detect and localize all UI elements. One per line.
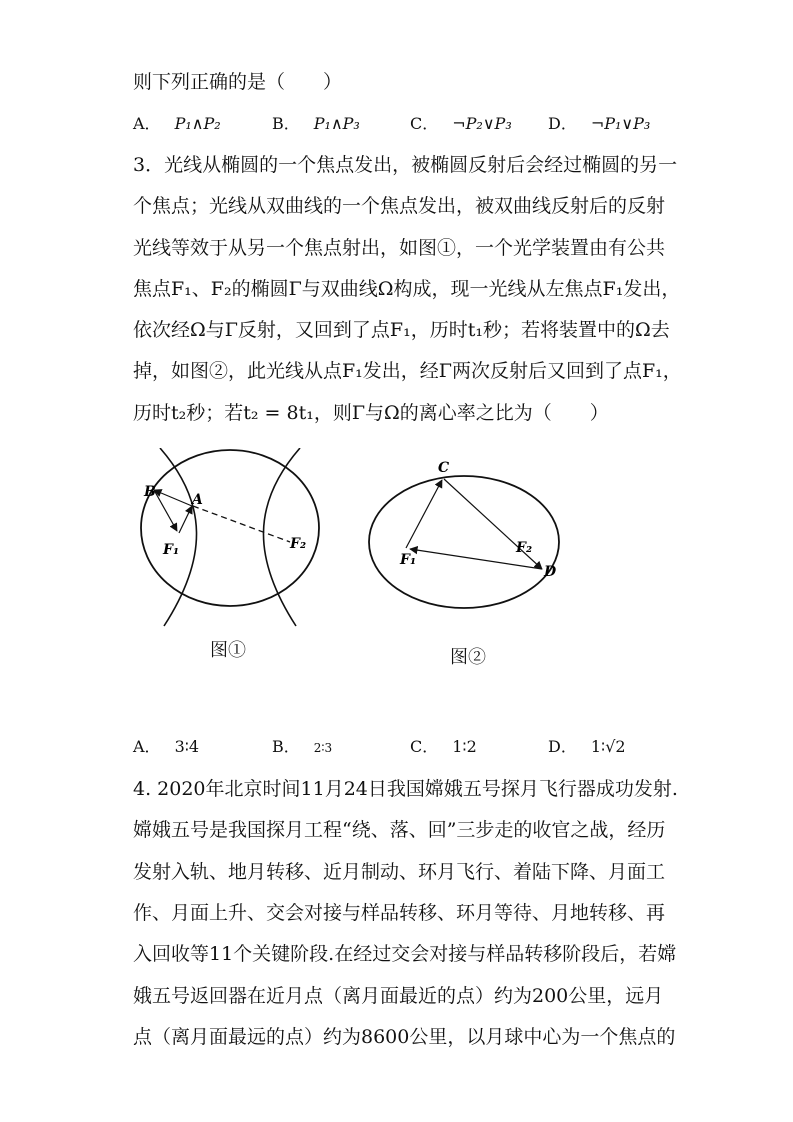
option-text: P₁∧P₃ [313, 114, 360, 133]
label-f1: F₁ [400, 552, 417, 568]
label-a: A [192, 492, 203, 508]
q3-line-6: 掉，如图②，此光线从点F₁发出，经Γ两次反射后又回到了点F₁， [133, 360, 682, 382]
q2-option-a[interactable] [133, 113, 221, 135]
q3-option-a[interactable] [133, 736, 199, 758]
q4-line-2: 嫦娥五号是我国探月工程“绕、落、回”三步走的收官之战，经历 [133, 819, 666, 841]
q3-option-d[interactable] [548, 736, 626, 758]
q2-option-b[interactable] [272, 113, 360, 135]
q3-line-7: 历时t₂秒；若t₂ = 8t₁，则Γ与Ω的离心率之比为（ ） [133, 402, 609, 424]
figure-2-diagram [362, 452, 572, 617]
q3-option-b[interactable] [272, 736, 332, 759]
ray-a-to-b [154, 490, 192, 506]
option-label: A． [133, 737, 161, 756]
option-text: 1∶2 [452, 737, 477, 756]
label-f2: F₂ [516, 540, 533, 556]
q2-option-c[interactable] [410, 113, 512, 135]
ray-f1-to-a [179, 506, 192, 533]
q4-line-3: 发射入轨、地月转移、近月制动、环月飞行、着陆下降、月面工 [133, 861, 666, 883]
q3-line-5: 依次经Ω与Γ反射，又回到了点F₁，历时t₁秒；若将装置中的Ω去 [133, 319, 670, 341]
q3-line-3: 光线等效于从另一个焦点射出，如图①，一个光学装置由有公共 [133, 237, 666, 259]
label-f1: F₁ [163, 542, 180, 558]
q3-line-2: 个焦点；光线从双曲线的一个焦点发出，被双曲线反射后的反射 [133, 195, 666, 217]
option-label: D． [548, 114, 577, 133]
dashed-line-a-f2 [193, 506, 290, 542]
q4-line-5: 入回收等11个关键阶段.在经过交会对接与样品转移阶段后，若嫦 [133, 943, 677, 965]
q3-option-c[interactable] [410, 736, 477, 758]
option-text: ¬P₂∨P₃ [452, 114, 512, 133]
q4-line-4: 作、月面上升、交会对接与样品转移、环月等待、月地转移、再 [133, 902, 666, 924]
option-text: P₁∧P₂ [174, 114, 221, 133]
q2-tail-text: 则下列正确的是（ ） [133, 71, 343, 93]
ray-b-to-f1 [154, 490, 177, 531]
q4-line-7: 点（离月面最远的点）约为8600公里，以月球中心为一个焦点的 [133, 1026, 676, 1048]
q2-option-d[interactable] [548, 113, 650, 135]
option-label: C． [410, 737, 439, 756]
option-label: B． [272, 114, 300, 133]
q4-line-1: 4. 2020年北京时间11月24日我国嫦娥五号探月飞行器成功发射. [133, 778, 678, 800]
ellipse-gamma [141, 450, 319, 606]
q3-line-1: 3．光线从椭圆的一个焦点发出，被椭圆反射后会经过椭圆的另一 [133, 154, 678, 176]
label-c: C [438, 460, 450, 476]
option-label: B． [272, 737, 300, 756]
label-d: D [544, 564, 557, 580]
option-text: 3∶4 [174, 737, 200, 756]
figure-1-caption: 图① [210, 640, 246, 661]
option-text: 2∶3 [313, 741, 333, 755]
option-text: 1∶√2 [590, 737, 626, 756]
q3-line-4: 焦点F₁、F₂的椭圆Γ与双曲线Ω构成，现一光线从左焦点F₁发出， [133, 278, 681, 300]
label-f2: F₂ [290, 536, 307, 552]
q4-line-6: 娥五号返回器在近月点（离月面最近的点）约为200公里，远月 [133, 985, 664, 1007]
figure-2-caption: 图② [450, 647, 486, 668]
option-label: C． [410, 114, 439, 133]
option-label: A． [133, 114, 161, 133]
ray-f1-to-c [406, 480, 442, 548]
figure-1-diagram [130, 448, 330, 633]
option-text: ¬P₁∨P₃ [590, 114, 651, 133]
option-label: D． [548, 737, 577, 756]
label-b: B [144, 484, 156, 500]
